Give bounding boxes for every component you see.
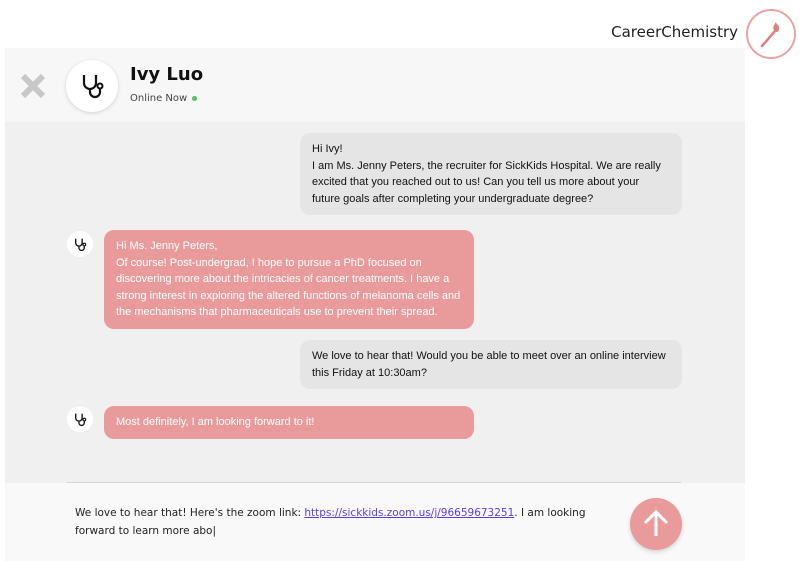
stethoscope-icon <box>67 406 93 432</box>
chat-panel <box>5 48 745 561</box>
stethoscope-icon <box>66 60 118 112</box>
message-line: We love to hear that! Would you be able to meet over an online interview this Friday at 10:30am? <box>312 350 666 379</box>
close-icon[interactable] <box>19 72 47 100</box>
arrow-up-icon <box>641 509 671 539</box>
message-recruiter <box>300 133 682 215</box>
message-input[interactable] <box>75 504 615 540</box>
match-flame-icon[interactable] <box>746 9 796 59</box>
zoom-link[interactable]: https://sickkids.zoom.us/j/96659673251 <box>304 507 515 519</box>
brand-name: CareerChemistry <box>611 23 738 41</box>
message-line: Hi Ms. Jenny Peters, <box>116 240 218 252</box>
message-line: I am Ms. Jenny Peters, the recruiter for SickKids Hospital. We are really excited that you reached out to us! Can you tell us more about your future goals after completing your undergraduate degree? <box>312 159 661 205</box>
input-text: We love to hear that! Here's the zoom link: <box>75 507 305 519</box>
status-text: Online Now <box>130 93 188 104</box>
message-composer[interactable] <box>5 483 745 561</box>
online-dot <box>192 96 197 101</box>
stethoscope-icon <box>67 231 93 257</box>
input-text: . I am looking forward to learn more abo| <box>75 507 586 537</box>
message-line: Most definitely, I am looking forward to it! <box>116 416 315 428</box>
send-button[interactable] <box>630 498 682 550</box>
contact-name: Ivy Luo <box>130 64 204 85</box>
message-recruiter <box>300 340 682 389</box>
online-status <box>130 93 197 104</box>
message-line: Of course! Post-undergrad, I hope to pursue a PhD focused on discovering more about the intricacies of cancer treatments. I have a strong interest in exploring the altered functions of melanoma cells and the mechanisms that pharmaceuticals use to prevent their spread. <box>116 256 461 318</box>
chat-header <box>5 48 745 122</box>
message-line: Hi Ivy! <box>312 143 343 155</box>
message-contact <box>104 230 474 329</box>
message-contact <box>104 406 474 439</box>
